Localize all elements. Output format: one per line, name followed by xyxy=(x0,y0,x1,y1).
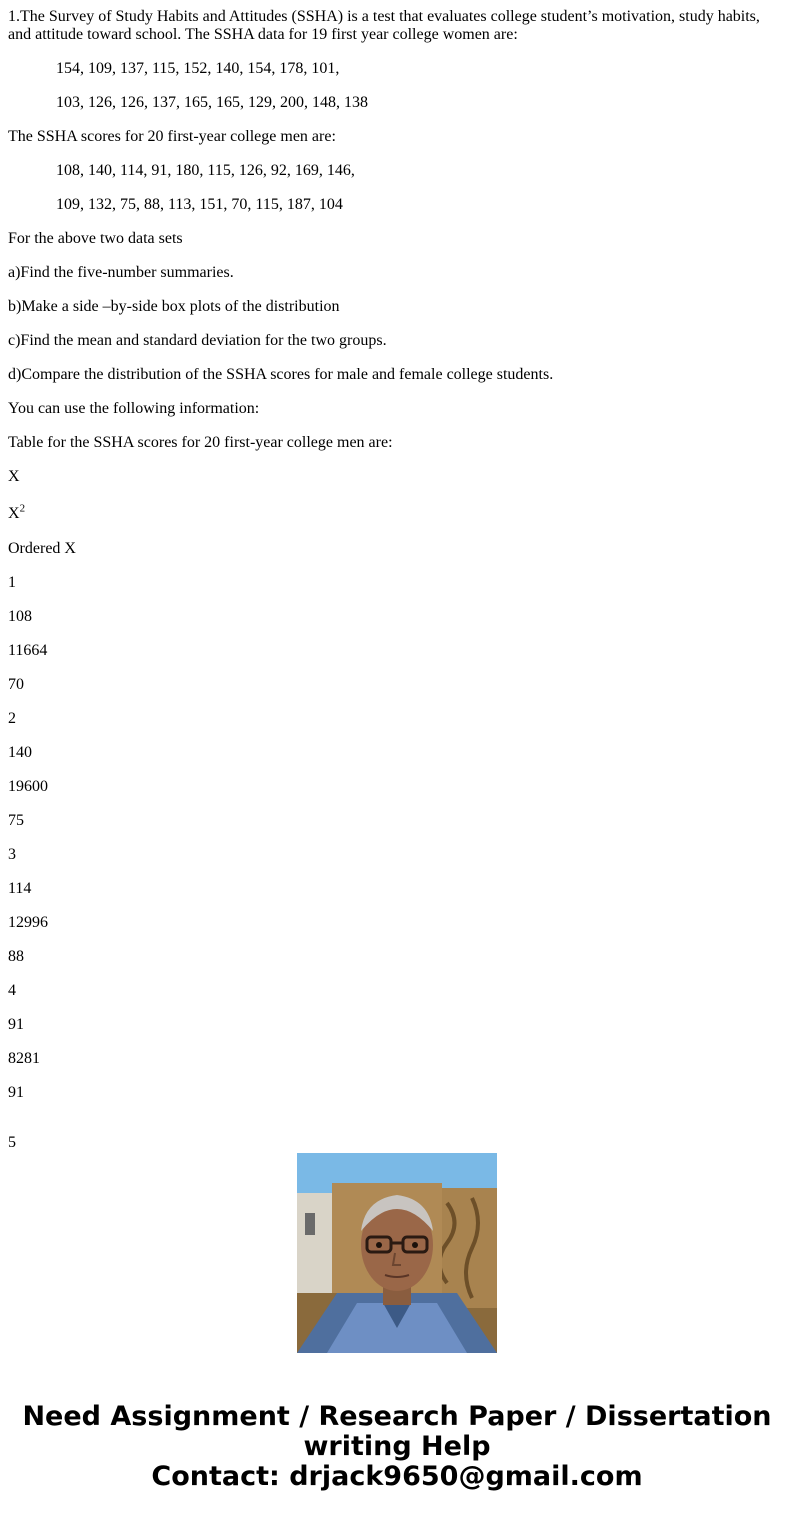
author-photo xyxy=(297,1153,497,1353)
header-x: X xyxy=(8,468,20,485)
women-scores-line-1: 154, 109, 137, 115, 152, 140, 154, 178, 101, xyxy=(56,60,340,77)
document-body xyxy=(8,8,786,1151)
truncated-row-index: 5 xyxy=(8,1134,16,1151)
use-info-text: You can use the following information: xyxy=(8,400,260,417)
men-scores-line-2: 109, 132, 75, 88, 113, 151, 70, 115, 187, 104 xyxy=(56,196,343,213)
for-above-text: For the above two data sets xyxy=(8,230,183,247)
portrait-image xyxy=(297,1153,497,1353)
row-1-x-squared: 11664 xyxy=(8,642,48,659)
promo-line-1: Need Assignment / Research Paper / Dissertation xyxy=(22,1401,772,1432)
header-x2-exponent: 2 xyxy=(19,502,26,515)
table-title: Table for the SSHA scores for 20 first-year college men are: xyxy=(8,434,393,451)
men-intro: The SSHA scores for 20 first-year college men are: xyxy=(8,128,336,145)
row-4-x-squared: 8281 xyxy=(8,1050,40,1067)
row-4-index: 4 xyxy=(8,982,16,999)
promo-line-2: writing Help xyxy=(303,1431,491,1462)
row-3-x: 114 xyxy=(8,880,32,897)
question-a: a)Find the five-number summaries. xyxy=(8,264,234,281)
question-b: b)Make a side –by-side box plots of the distribution xyxy=(8,298,340,315)
header-x2-base: X xyxy=(8,505,20,522)
row-2-x-squared: 19600 xyxy=(8,778,48,795)
row-3-index: 3 xyxy=(8,846,16,863)
row-2-index: 2 xyxy=(8,710,16,727)
row-3-ordered: 88 xyxy=(8,948,24,965)
row-1-index: 1 xyxy=(8,574,16,591)
men-scores-line-1: 108, 140, 114, 91, 180, 115, 126, 92, 169, 146, xyxy=(56,162,355,179)
header-ordered-x: Ordered X xyxy=(8,540,76,557)
row-1-ordered: 70 xyxy=(8,676,24,693)
row-1-x: 108 xyxy=(8,608,32,625)
question-d: d)Compare the distribution of the SSHA scores for male and female college students. xyxy=(8,366,554,383)
intro-paragraph: 1.The Survey of Study Habits and Attitudes (SSHA) is a test that evaluates college student’s motivation, study habits, and attitude toward school. The SSHA data for 19 first year college women are: xyxy=(8,8,760,43)
question-c: c)Find the mean and standard deviation for the two groups. xyxy=(8,332,387,349)
row-2-x: 140 xyxy=(8,744,32,761)
header-x-squared xyxy=(8,502,26,523)
row-4-x: 91 xyxy=(8,1016,24,1033)
promo-banner xyxy=(0,1402,794,1492)
women-scores-line-2: 103, 126, 126, 137, 165, 165, 129, 200, 148, 138 xyxy=(56,94,368,111)
row-3-x-squared: 12996 xyxy=(8,914,48,931)
row-2-ordered: 75 xyxy=(8,812,24,829)
row-4-ordered: 91 xyxy=(8,1084,24,1101)
promo-contact: Contact: drjack9650@gmail.com xyxy=(151,1461,643,1492)
